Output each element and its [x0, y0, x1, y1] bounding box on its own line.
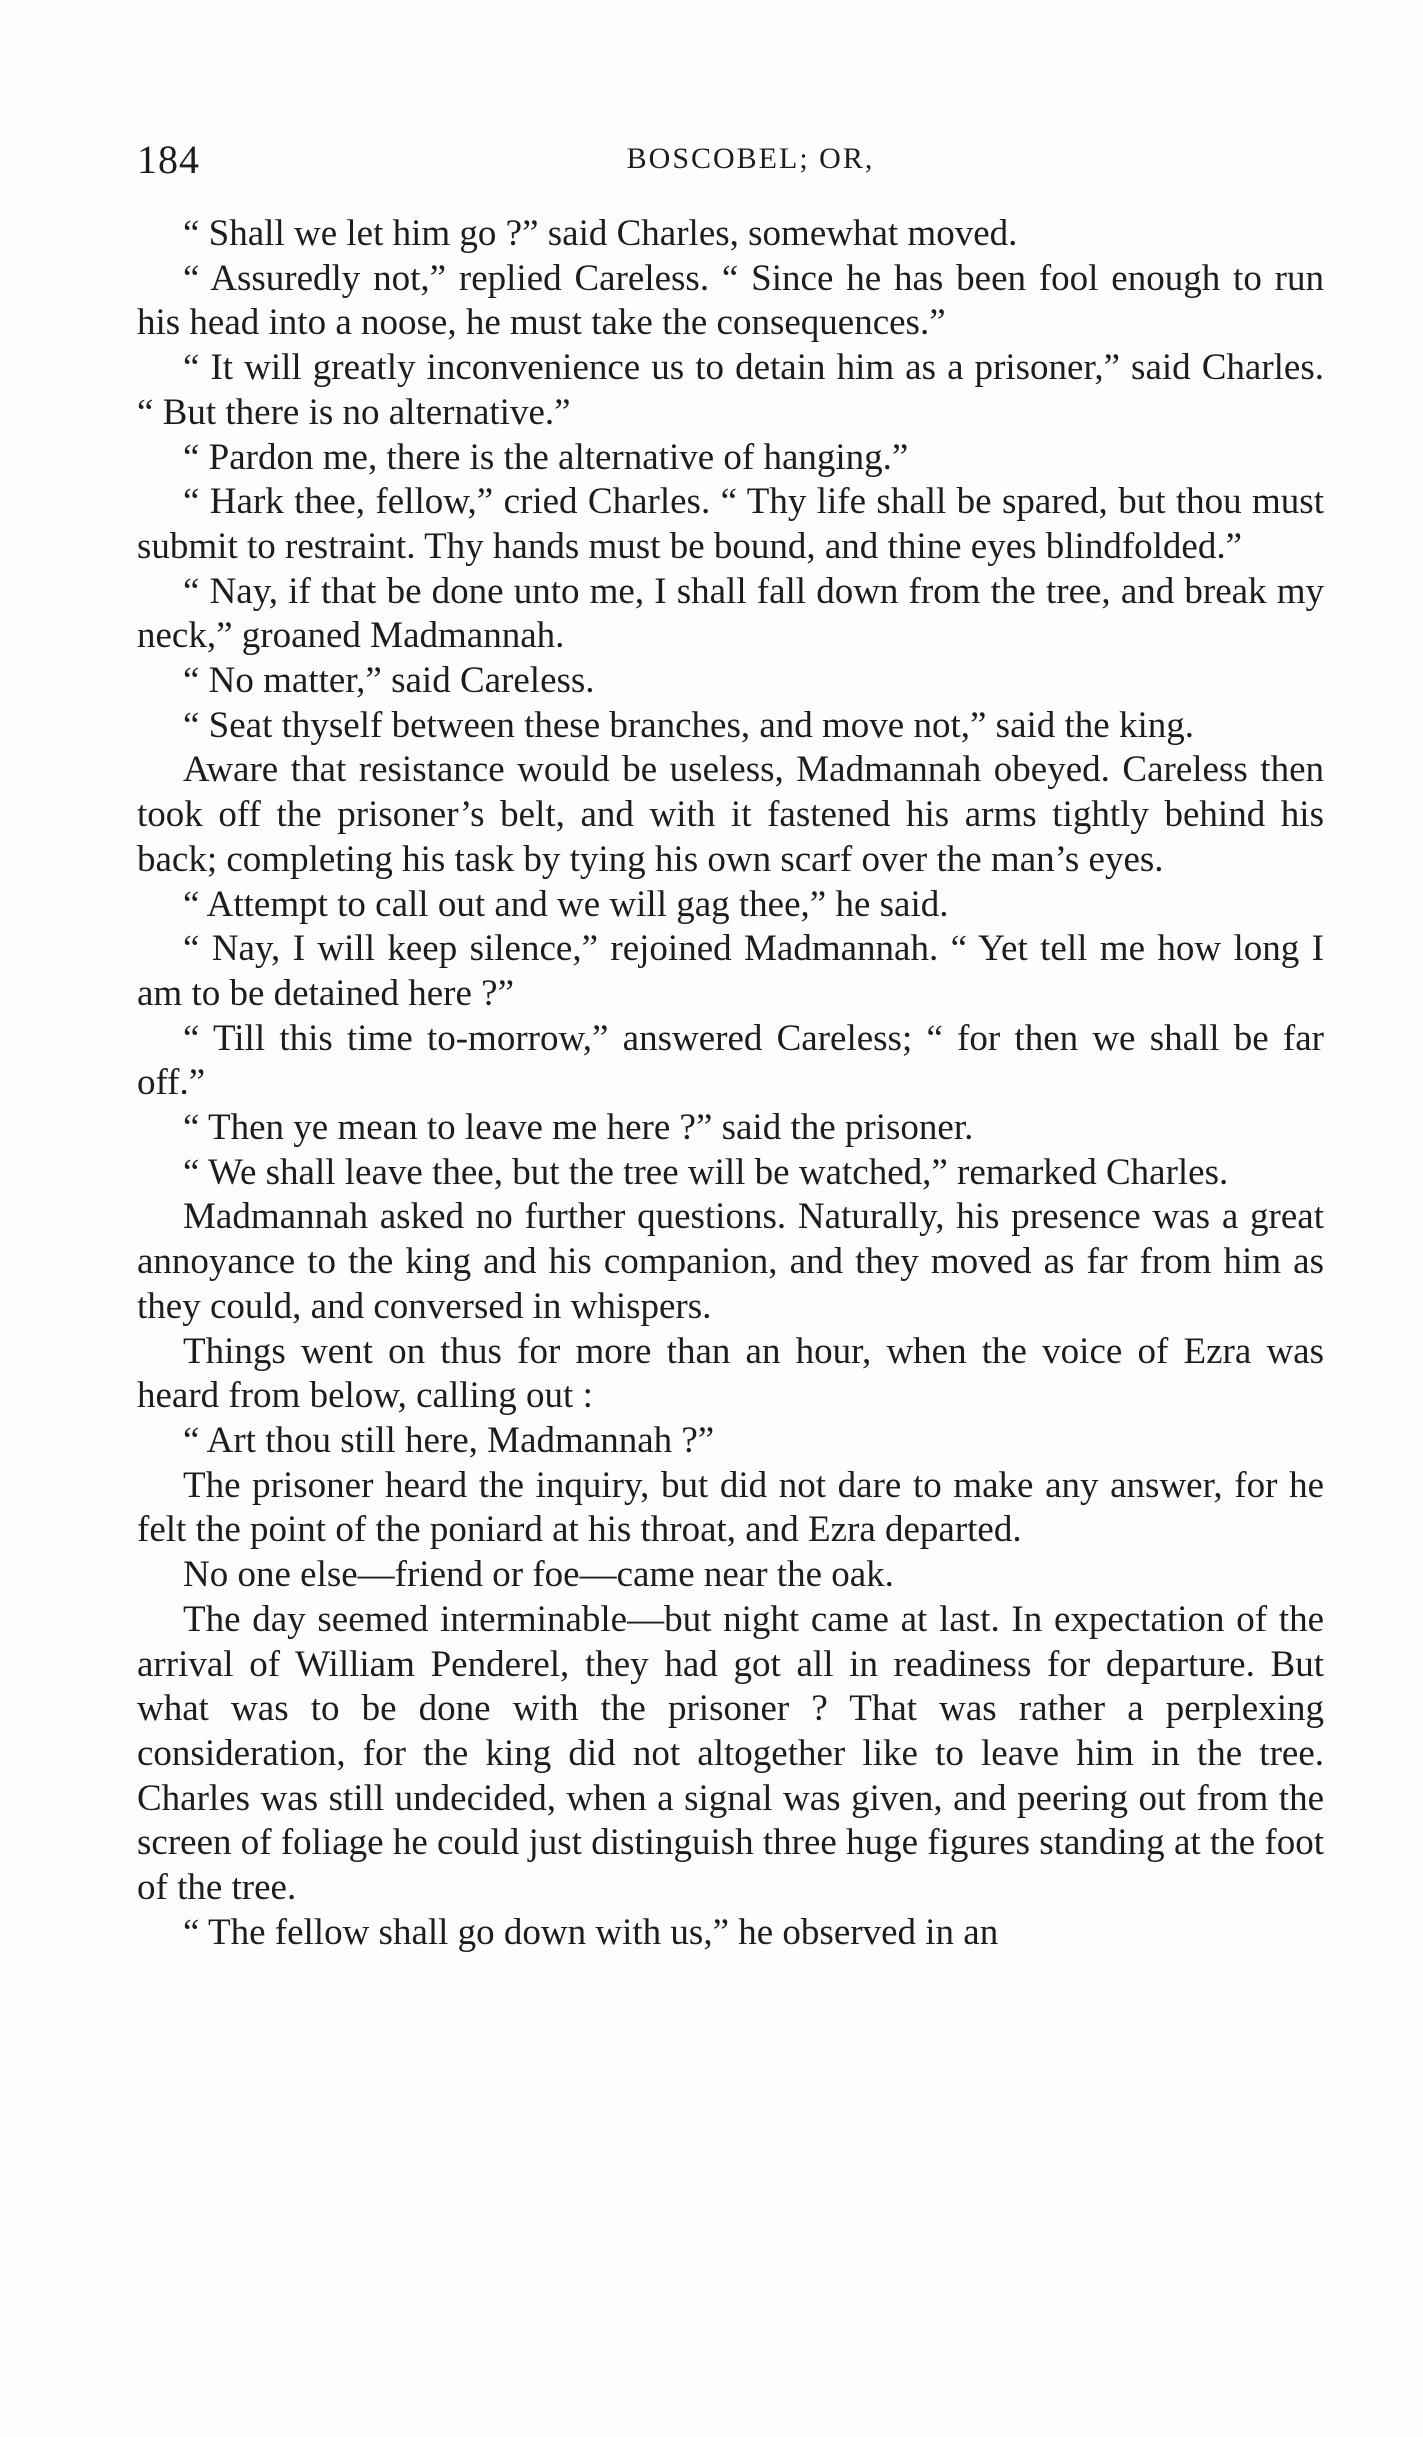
- paragraph: “ The fellow shall go down with us,” he observed in an: [183, 1911, 999, 1953]
- paragraph: “ Art thou still here, Madmannah ?”: [183, 1419, 715, 1461]
- paragraph: Aware that resistance would be useless, Madmannah obeyed. Careless then took off the prisoner’s belt, and with it fastened his arms tightly behind his back; completing his task by tying his own scarf over the man’s eyes.: [137, 749, 1324, 880]
- paragraph: Madmannah asked no further questions. Naturally, his presence was a great annoyance to the king and his companion, and they moved as far from him as they could, and conversed in whispers.: [137, 1196, 1324, 1327]
- paragraph: No one else—friend or foe—came near the oak.: [183, 1554, 894, 1596]
- paragraph: “ Attempt to call out and we will gag thee,” he said.: [183, 883, 949, 925]
- paragraph: “ Nay, if that be done unto me, I shall fall down from the tree, and break my neck,” groaned Madmannah.: [137, 570, 1324, 657]
- page-number: 184: [137, 137, 200, 182]
- paragraph: “ It will greatly inconvenience us to detain him as a prisoner,” said Charles. “ But there is no alternative.”: [137, 347, 1324, 433]
- paragraph: “ We shall leave thee, but the tree will be watched,” remarked Charles.: [183, 1151, 1229, 1193]
- paragraph: “ Pardon me, there is the alternative of hanging.”: [183, 436, 909, 478]
- paragraph: “ Nay, I will keep silence,” rejoined Madmannah. “ Yet tell me how long I am to be detained here ?”: [137, 928, 1324, 1014]
- paragraph: “ No matter,” said Careless.: [183, 660, 595, 702]
- paragraph: “ Shall we let him go ?” said Charles, somewhat moved.: [183, 213, 1018, 254]
- page-header: [137, 136, 1324, 196]
- paragraph: Things went on thus for more than an hour, when the voice of Ezra was heard from below, calling out :: [137, 1330, 1324, 1417]
- paragraph: The day seemed interminable—but night came at last. In expectation of the arrival of William Penderel, they had got all in readiness for departure. But what was to be done with the prisoner ? That was rather a perplexing consideration, for the king did not altogether like to leave him in the tree. Charles was still undecided, when a signal was given, and peering out from the screen of foliage he could just distinguish three huge figures standing at the foot of the tree.: [137, 1598, 1324, 1909]
- paragraph: “ Till this time to-morrow,” answered Careless; “ for then we shall be far off.”: [137, 1017, 1324, 1104]
- paragraph: “ Seat thyself between these branches, and move not,” said the king.: [183, 704, 1195, 746]
- paragraph: The prisoner heard the inquiry, but did not dare to make any answer, for he felt the point of the poniard at his throat, and Ezra departed.: [137, 1464, 1324, 1551]
- paragraph: “ Hark thee, fellow,” cried Charles. “ Thy life shall be spared, but thou must submit to restraint. Thy hands must be bound, and thine eyes blindfolded.”: [137, 481, 1324, 567]
- body-text: [137, 212, 1324, 1955]
- running-head: BOSCOBEL; OR,: [626, 142, 875, 175]
- paragraph: “ Then ye mean to leave me here ?” said the prisoner.: [183, 1107, 974, 1149]
- paragraph: “ Assuredly not,” replied Careless. “ Since he has been fool enough to run his head into a noose, he must take the consequences.”: [137, 257, 1324, 344]
